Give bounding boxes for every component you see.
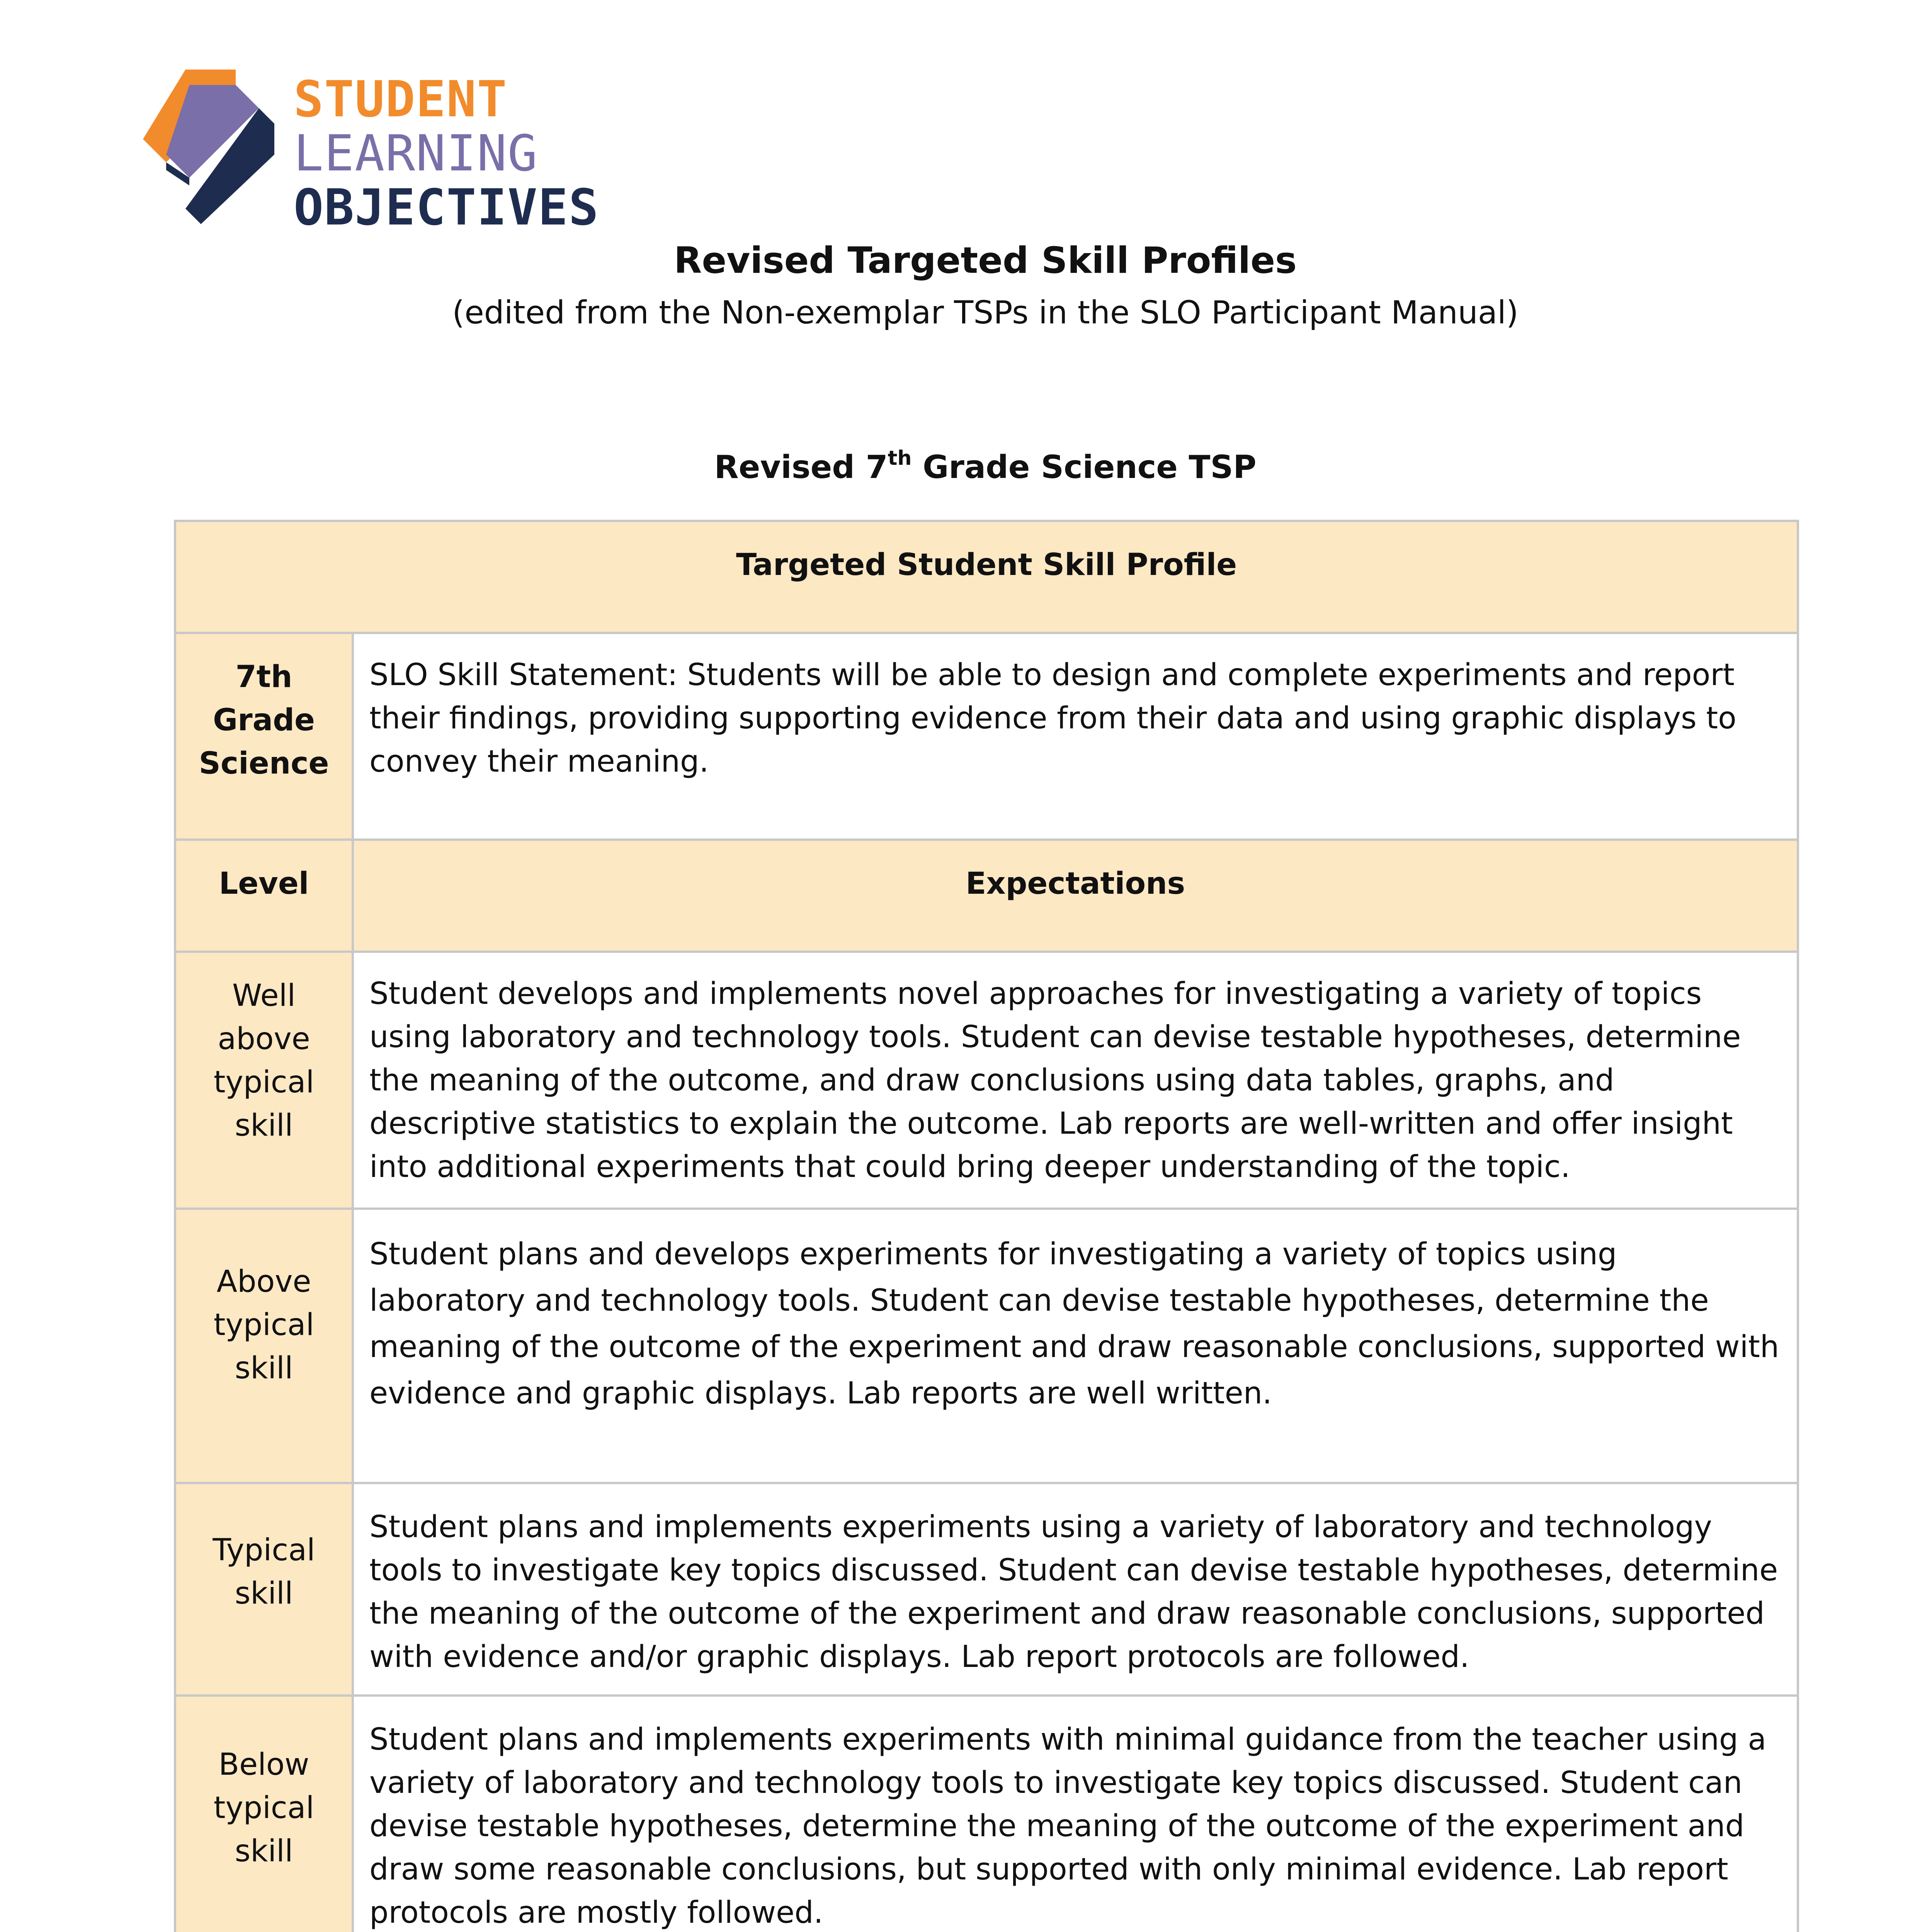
expectations-header: Expectations	[965, 866, 1185, 901]
level-label-line: Typical	[213, 1533, 315, 1568]
expectations-header-cell	[353, 840, 1798, 952]
expectation-cell	[353, 952, 1798, 1209]
level-cell	[175, 1209, 353, 1483]
table-title-row	[175, 521, 1798, 633]
level-header: Level	[219, 866, 309, 901]
section-title	[0, 444, 1932, 491]
table-title: Targeted Student Skill Profile	[736, 548, 1237, 582]
expectation-cell	[353, 1483, 1798, 1696]
logo-line-student: STUDENT	[294, 71, 508, 128]
subject-cell	[175, 633, 353, 840]
expectation-cell	[353, 1696, 1798, 1932]
section-title-superscript: th	[888, 446, 912, 470]
level-cell	[175, 952, 353, 1209]
expectation-text: Student plans and implements experiments with minimal guidance from the teacher using a variety of laboratory and technology tools to investigate key topics discussed. Student can devise testable hypotheses, determine the meaning of the outcome of the experiment and draw some reasonable conclusions, but supported with only minimal evidence. Lab report protocols are mostly followed.	[369, 1722, 1767, 1930]
level-label-line: Below	[218, 1747, 310, 1782]
level-label-line: Well	[232, 978, 296, 1013]
table-row	[175, 1483, 1798, 1696]
level-cell	[175, 1483, 353, 1696]
skill-profile-table	[174, 520, 1799, 1932]
slo-logo	[143, 70, 622, 236]
section-title-pre: Revised 7	[714, 449, 888, 486]
skill-statement: SLO Skill Statement: Students will be able to design and complete experiments and report their findings, providing supporting evidence from their data and using graphic displays to convey their meaning.	[369, 658, 1736, 779]
level-label-line: typical	[213, 1791, 315, 1825]
document-subtitle: (edited from the Non-exemplar TSPs in the SLO Participant Manual)	[452, 294, 1519, 331]
level-label-line: skill	[235, 1351, 293, 1386]
level-label-line: above	[218, 1022, 310, 1056]
slo-logo-mark-icon	[143, 70, 274, 224]
subject-line: Grade	[213, 703, 315, 738]
logo-line-objectives: OBJECTIVES	[294, 179, 599, 236]
level-header-cell	[175, 840, 353, 952]
level-label-line: typical	[213, 1065, 315, 1100]
table-row	[175, 952, 1798, 1209]
table-row	[175, 1209, 1798, 1483]
level-label-line: skill	[235, 1108, 293, 1143]
expectation-cell	[353, 1209, 1798, 1483]
slo-logo-wordmark	[294, 73, 599, 235]
skill-statement-cell	[353, 633, 1798, 840]
skill-statement-row	[175, 633, 1798, 840]
expectation-text: Student plans and develops experiments for investigating a variety of topics using laboratory and technology tools. Student can devise testable hypotheses, determine the meaning of the outcome of the experiment and draw reasonable conclusions, supported with evidence and graphic displays. Lab reports are well written.	[369, 1237, 1779, 1411]
subject-line: 7th	[235, 660, 293, 694]
expectation-text: Student develops and implements novel approaches for investigating a variety of topics using laboratory and technology tools. Student can devise testable hypotheses, determine the meaning of the outcome, and draw conclusions using data tables, graphs, and descriptive statistics to explain the outcome. Lab reports are well-written and offer insight into additional experiments that could bring deeper understanding of the topic.	[369, 976, 1741, 1184]
document-title: Revised Targeted Skill Profiles	[674, 240, 1297, 282]
level-label-line: skill	[235, 1576, 293, 1611]
level-label-line: Above	[216, 1264, 311, 1299]
expectation-text: Student plans and implements experiments using a variety of laboratory and technology tools to investigate key topics discussed. Student can devise testable hypotheses, determine the meaning of the outcome of the experiment and draw reasonable conclusions, supported with evidence and/or graphic displays. Lab report protocols are followed.	[369, 1510, 1778, 1674]
subject-line: Science	[199, 746, 329, 781]
table-row	[175, 1696, 1798, 1932]
table-title-cell	[175, 521, 1798, 633]
level-header-row	[175, 840, 1798, 952]
level-cell	[175, 1696, 353, 1932]
level-label-line: typical	[213, 1308, 315, 1342]
level-label-line: skill	[235, 1834, 293, 1869]
section-title-post: Grade Science TSP	[912, 449, 1257, 486]
logo-line-learning: LEARNING	[294, 125, 538, 182]
